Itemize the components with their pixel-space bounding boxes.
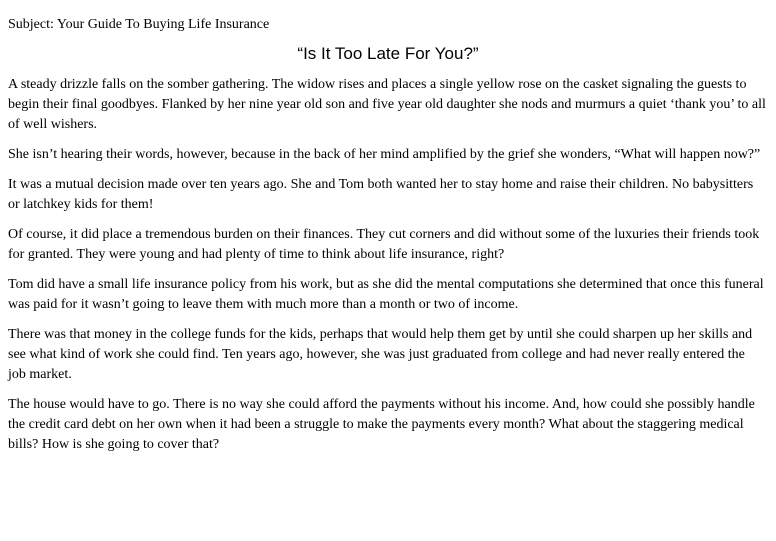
email-subject: Subject: Your Guide To Buying Life Insurance xyxy=(8,17,270,32)
paragraph-3: It was a mutual decision made over ten years ago. She and Tom both wanted her to stay home and raise their children. No babysitters or latchkey kids for them! xyxy=(8,177,754,212)
paragraph-6: There was that money in the college funds for the kids, perhaps that would help them get by until she could sharpen up her skills and see what kind of work she could find. Ten years ago, however, she was just graduated from college and had never really entered the job market. xyxy=(8,327,753,382)
paragraph-7: The house would have to go. There is no way she could afford the payments without his income. And, how could she possibly handle the credit card debt on her own when it had been a struggle to make the payments every month? What about the staggering medical bills? How is she going to cover that? xyxy=(8,397,755,452)
paragraph-1: A steady drizzle falls on the somber gathering. The widow rises and places a single yellow rose on the casket signaling the guests to begin their final goodbyes. Flanked by her nine year old son and five year old daughter she nods and murmurs a quiet ‘thank you’ to all of well wishers. xyxy=(8,77,766,132)
paragraph-5: Tom did have a small life insurance policy from his work, but as she did the mental computations she determined that once this funeral was paid for it wasn’t going to leave them with much more than a month or two of income. xyxy=(8,277,764,312)
paragraph-4: Of course, it did place a tremendous burden on their finances. They cut corners and did without some of the luxuries their friends took for granted. They were young and had plenty of time to think about life insurance, right? xyxy=(8,227,760,262)
article-title: “Is It Too Late For You?” xyxy=(297,44,479,63)
paragraph-2: She isn’t hearing their words, however, because in the back of her mind amplified by the grief she wonders, “What will happen now?” xyxy=(8,147,761,162)
